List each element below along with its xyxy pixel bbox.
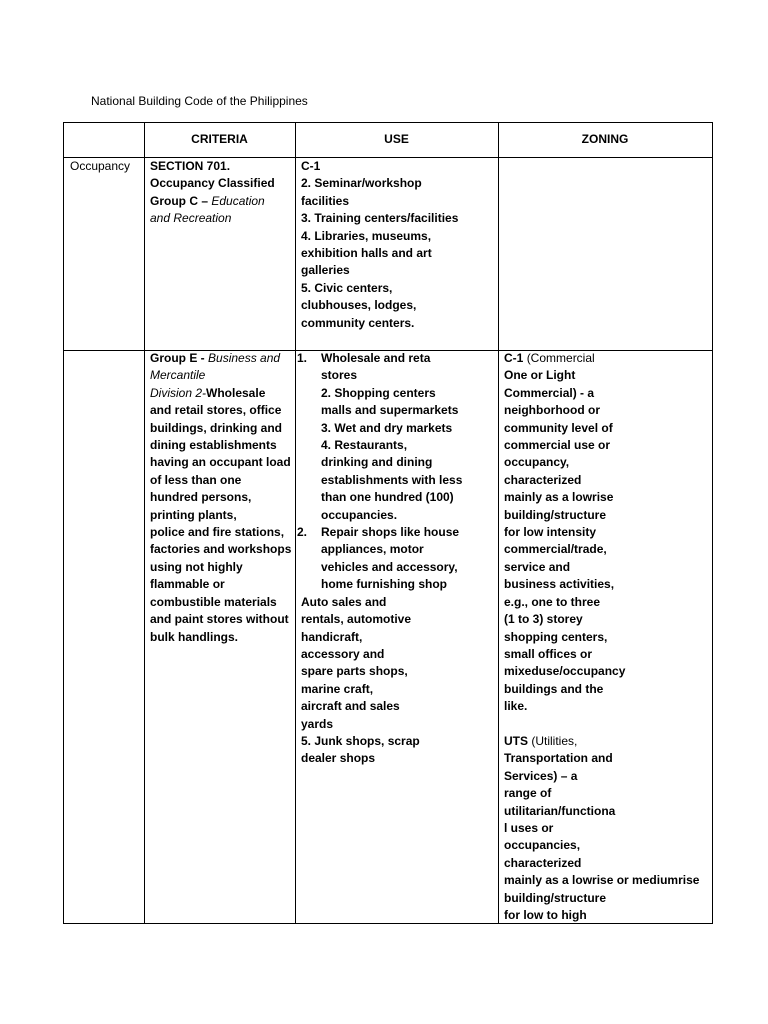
use-line: marine craft,	[301, 681, 374, 696]
building-code-table	[63, 122, 713, 924]
column-divider-2	[295, 122, 296, 924]
use-line: 5. Junk shops, scrap	[301, 733, 420, 748]
table-border-left	[63, 122, 64, 924]
zoning-line: utilitarian/functiona	[504, 803, 616, 818]
zoning-line: mixeduse/occupancy	[504, 664, 626, 679]
zoning-line: like.	[504, 699, 528, 714]
use-line: 2. Seminar/workshop	[301, 176, 422, 191]
criteria-line: flammable or	[150, 577, 225, 592]
criteria-line: combustible materials	[150, 594, 277, 609]
criteria-line: using not highly	[150, 559, 243, 574]
division-text: Wholesale	[206, 385, 266, 400]
zoning-line: characterized	[504, 472, 582, 487]
zoning-c1-code: C-1	[504, 351, 524, 365]
zoning-uts-code: UTS	[504, 733, 528, 748]
criteria-line: and retail stores, office	[150, 403, 282, 418]
use-line: aircraft and sales	[301, 699, 400, 714]
zoning-line: (1 to 3) storey	[504, 612, 583, 627]
use-line: 5. Civic centers,	[301, 280, 393, 295]
use-line: 4. Libraries, museums,	[301, 228, 432, 243]
column-divider-1	[144, 122, 145, 924]
zoning-line: buildings and the	[504, 681, 604, 696]
zoning-line: small offices or	[504, 646, 593, 661]
zoning-line: occupancy,	[504, 455, 570, 470]
row2-use-cell	[297, 350, 462, 768]
use-line: establishments with less	[321, 472, 463, 487]
use-line: community centers.	[301, 315, 415, 330]
criteria-line: and paint stores without	[150, 612, 289, 627]
zoning-line: e.g., one to three	[504, 594, 601, 609]
use-line: C-1	[301, 159, 321, 173]
zoning-line: for low to high	[504, 907, 587, 922]
zoning-line: neighborhood or	[504, 403, 600, 418]
zoning-line: community level of	[504, 420, 613, 435]
zoning-line: building/structure	[504, 507, 606, 522]
document-title: National Building Code of the Philippines	[91, 94, 308, 108]
column-divider-3	[498, 122, 499, 924]
row1-use-cell	[301, 158, 458, 332]
occupancy-classified-heading: Occupancy Classified	[150, 176, 275, 191]
zoning-line: Services) – a	[504, 768, 578, 783]
zoning-uts-desc: (Utilities,	[531, 733, 578, 748]
list-number: 2.	[297, 525, 308, 540]
use-line: 4. Restaurants,	[321, 438, 408, 453]
group-e-name: Business and	[208, 351, 281, 365]
use-line: 2. Shopping centers	[321, 385, 436, 400]
criteria-line: factories and workshops	[150, 542, 292, 557]
use-line: home furnishing shop	[321, 577, 447, 592]
group-e-name-cont: Mercantile	[150, 368, 206, 383]
group-e-label: Group E -	[150, 351, 205, 365]
zoning-line: mainly as a lowrise or mediumrise	[504, 873, 700, 888]
criteria-line: printing plants,	[150, 507, 237, 522]
occupancy-label: Occupancy	[70, 159, 131, 173]
row2-zoning-cell	[504, 350, 699, 924]
division-line	[150, 385, 291, 402]
use-line: exhibition halls and art	[301, 246, 432, 261]
row-label-occupancy	[70, 158, 130, 175]
use-line: 3. Wet and dry markets	[321, 420, 453, 435]
row2-criteria-cell	[150, 350, 291, 646]
group-c-label: Group C –	[150, 193, 209, 208]
section-heading: SECTION 701.	[150, 159, 231, 173]
zoning-line: commercial/trade,	[504, 542, 607, 557]
criteria-line: buildings, drinking and	[150, 420, 282, 435]
use-line: malls and supermarkets	[321, 403, 459, 418]
table-border-right	[712, 122, 713, 924]
use-line: drinking and dining	[321, 455, 433, 470]
use-line: 3. Training centers/facilities	[301, 211, 459, 226]
criteria-line: of less than one	[150, 472, 242, 487]
criteria-line: bulk handlings.	[150, 629, 239, 644]
criteria-line: hundred persons,	[150, 490, 252, 505]
zoning-uts-line	[504, 733, 699, 750]
use-line: vehicles and accessory,	[321, 559, 458, 574]
use-line: rentals, automotive	[301, 612, 412, 627]
zoning-line: occupancies,	[504, 838, 581, 853]
use-list-item-1	[297, 350, 462, 367]
zoning-c1-line	[504, 350, 699, 367]
use-line: appliances, motor	[321, 542, 424, 557]
zoning-line: l uses or	[504, 820, 554, 835]
use-line: stores	[321, 368, 358, 383]
zoning-line: shopping centers,	[504, 629, 608, 644]
criteria-line: having an occupant load	[150, 455, 291, 470]
zoning-line: Commercial) - a	[504, 385, 595, 400]
criteria-line: police and fire stations,	[150, 525, 285, 540]
use-line: handicraft,	[301, 629, 363, 644]
zoning-c1-desc: (Commercial	[526, 351, 595, 365]
criteria-line: dining establishments	[150, 438, 277, 453]
use-line: galleries	[301, 263, 350, 278]
group-c-name: Education	[211, 193, 265, 208]
zoning-line: One or Light	[504, 368, 576, 383]
use-line: yards	[301, 716, 334, 731]
zoning-line: service and	[504, 559, 571, 574]
group-c-line	[150, 193, 275, 210]
zoning-line: commercial use or	[504, 438, 611, 453]
group-e-line	[150, 350, 291, 367]
list-number: 1.	[297, 351, 308, 365]
use-line: occupancies.	[321, 507, 398, 522]
division-label: Division 2-	[150, 385, 207, 400]
use-line: Repair shops like house	[321, 525, 460, 540]
use-line: Auto sales and	[301, 594, 387, 609]
row1-criteria-cell	[150, 158, 275, 228]
zoning-line: for low intensity	[504, 525, 597, 540]
zoning-line: Transportation and	[504, 751, 613, 766]
use-line: dealer shops	[301, 751, 376, 766]
group-c-name-cont: and Recreation	[150, 211, 232, 226]
header-zoning: ZONING	[581, 132, 629, 146]
zoning-line: characterized	[504, 855, 582, 870]
paragraph-gap	[504, 716, 699, 733]
use-line: accessory and	[301, 646, 385, 661]
use-line: than one hundred (100)	[321, 490, 454, 505]
use-line: clubhouses, lodges,	[301, 298, 417, 313]
zoning-line: range of	[504, 786, 552, 801]
zoning-line: mainly as a lowrise	[504, 490, 614, 505]
header-use: USE	[384, 132, 409, 146]
use-list-item-2	[297, 524, 462, 541]
header-criteria: CRITERIA	[191, 132, 248, 146]
zoning-line: building/structure	[504, 890, 606, 905]
use-line: facilities	[301, 193, 350, 208]
use-line: spare parts shops,	[301, 664, 408, 679]
zoning-line: business activities,	[504, 577, 615, 592]
use-line: Wholesale and reta	[321, 351, 431, 365]
